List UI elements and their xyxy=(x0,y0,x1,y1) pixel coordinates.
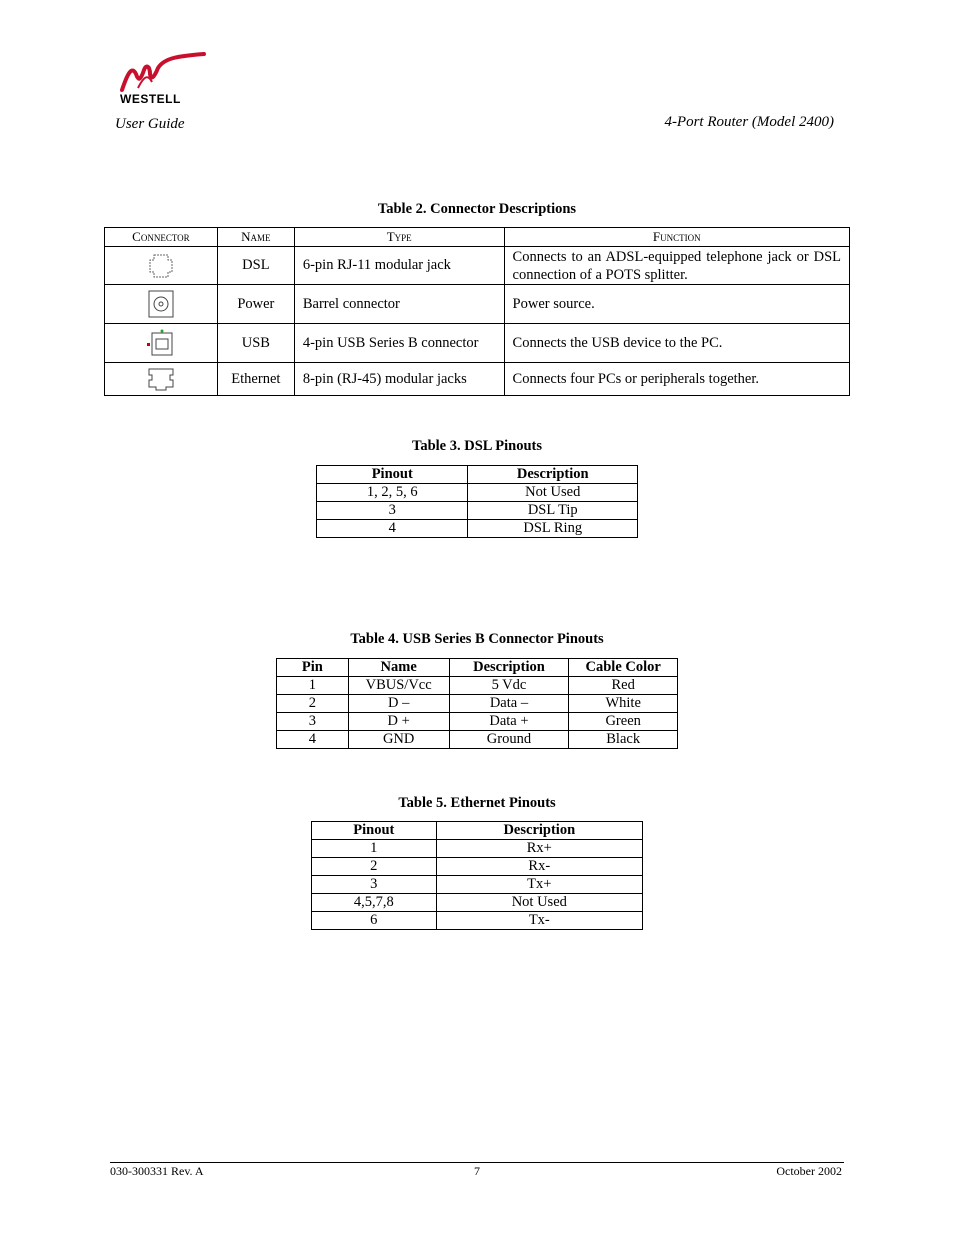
table-cell: Black xyxy=(569,731,678,749)
usb-b-connector-icon xyxy=(105,324,218,363)
column-header: Description xyxy=(468,466,638,484)
table-header-row xyxy=(105,228,850,247)
column-header: Pinout xyxy=(312,822,437,840)
barrel-connector-icon xyxy=(105,285,218,324)
table-header-row xyxy=(277,659,678,677)
table-cell: 2 xyxy=(277,695,349,713)
table3-caption: Table 3. DSL Pinouts xyxy=(411,438,542,454)
column-header: Description xyxy=(436,822,642,840)
table-row xyxy=(105,285,850,324)
connector-descriptions-table xyxy=(104,227,850,396)
table-row xyxy=(312,840,643,858)
column-header: Connector xyxy=(105,228,218,247)
table-row xyxy=(312,858,643,876)
connector-function: Connects to an ADSL-equipped telephone jack or DSL connection of a POTS splitter. xyxy=(504,247,849,285)
column-header: Cable Color xyxy=(569,659,678,677)
table-cell: 5 Vdc xyxy=(449,677,569,695)
connector-type: Barrel connector xyxy=(294,285,504,324)
table-cell: VBUS/Vcc xyxy=(348,677,449,695)
table-row xyxy=(277,677,678,695)
table-cell: DSL Tip xyxy=(468,502,638,520)
table-cell: 1, 2, 5, 6 xyxy=(317,484,468,502)
header-product: 4-Port Router (Model 2400) xyxy=(664,114,834,130)
connector-function: Connects four PCs or peripherals together. xyxy=(504,363,849,396)
table-cell: DSL Ring xyxy=(468,520,638,538)
table-row xyxy=(105,247,850,285)
table-cell: 1 xyxy=(277,677,349,695)
table-cell: 3 xyxy=(317,502,468,520)
connector-type: 4-pin USB Series B connector xyxy=(294,324,504,363)
table-row xyxy=(317,520,638,538)
table-cell: 4 xyxy=(277,731,349,749)
dsl-pinouts-table xyxy=(316,465,638,538)
table2-caption: Table 2. Connector Descriptions xyxy=(377,201,577,217)
column-header: Function xyxy=(504,228,849,247)
table-cell: GND xyxy=(348,731,449,749)
table-row xyxy=(312,876,643,894)
table-row xyxy=(277,695,678,713)
footer-date: October 2002 xyxy=(776,1164,842,1178)
table-cell: Green xyxy=(569,713,678,731)
table-cell: Data + xyxy=(449,713,569,731)
column-header: Type xyxy=(294,228,504,247)
table-cell: 2 xyxy=(312,858,437,876)
rj11-jack-icon xyxy=(105,247,218,285)
connector-name: DSL xyxy=(217,247,294,285)
logo-wordmark: WESTELL xyxy=(120,92,181,106)
table-row xyxy=(312,912,643,930)
table-cell: Not Used xyxy=(468,484,638,502)
connector-name: Ethernet xyxy=(217,363,294,396)
column-header: Pin xyxy=(277,659,349,677)
column-header: Pinout xyxy=(317,466,468,484)
table-cell: 3 xyxy=(277,713,349,731)
table-cell: Tx+ xyxy=(436,876,642,894)
table-cell: Not Used xyxy=(436,894,642,912)
table-row xyxy=(277,731,678,749)
table-cell: Rx- xyxy=(436,858,642,876)
table-cell: Rx+ xyxy=(436,840,642,858)
table-row xyxy=(277,713,678,731)
connector-name: Power xyxy=(217,285,294,324)
footer-doc-number: 030-300331 Rev. A xyxy=(110,1164,204,1178)
table-row xyxy=(105,363,850,396)
table-cell: Tx- xyxy=(436,912,642,930)
table-row xyxy=(105,324,850,363)
connector-type: 8-pin (RJ-45) modular jacks xyxy=(294,363,504,396)
table-cell: 4 xyxy=(317,520,468,538)
table-row xyxy=(317,484,638,502)
table-cell: D – xyxy=(348,695,449,713)
header-doc-type: User Guide xyxy=(115,116,185,132)
table-cell: 4,5,7,8 xyxy=(312,894,437,912)
connector-function: Connects the USB device to the PC. xyxy=(504,324,849,363)
connector-type: 6-pin RJ-11 modular jack xyxy=(294,247,504,285)
footer-divider xyxy=(110,1162,844,1163)
connector-function: Power source. xyxy=(504,285,849,324)
table-header-row xyxy=(317,466,638,484)
table-cell: D + xyxy=(348,713,449,731)
column-header: Name xyxy=(217,228,294,247)
table-cell: Red xyxy=(569,677,678,695)
ethernet-pinouts-table xyxy=(311,821,643,930)
table-row xyxy=(312,894,643,912)
table-header-row xyxy=(312,822,643,840)
table-cell: Ground xyxy=(449,731,569,749)
column-header: Name xyxy=(348,659,449,677)
footer-page-number: 7 xyxy=(474,1164,480,1178)
table-cell: 1 xyxy=(312,840,437,858)
table-row xyxy=(317,502,638,520)
connector-name: USB xyxy=(217,324,294,363)
table4-caption: Table 4. USB Series B Connector Pinouts xyxy=(350,631,604,647)
rj45-jack-icon xyxy=(105,363,218,396)
table-cell: 6 xyxy=(312,912,437,930)
column-header: Description xyxy=(449,659,569,677)
table5-caption: Table 5. Ethernet Pinouts xyxy=(398,795,556,811)
table-cell: White xyxy=(569,695,678,713)
table-cell: 3 xyxy=(312,876,437,894)
table-cell: Data – xyxy=(449,695,569,713)
usb-pinouts-table xyxy=(276,658,678,749)
